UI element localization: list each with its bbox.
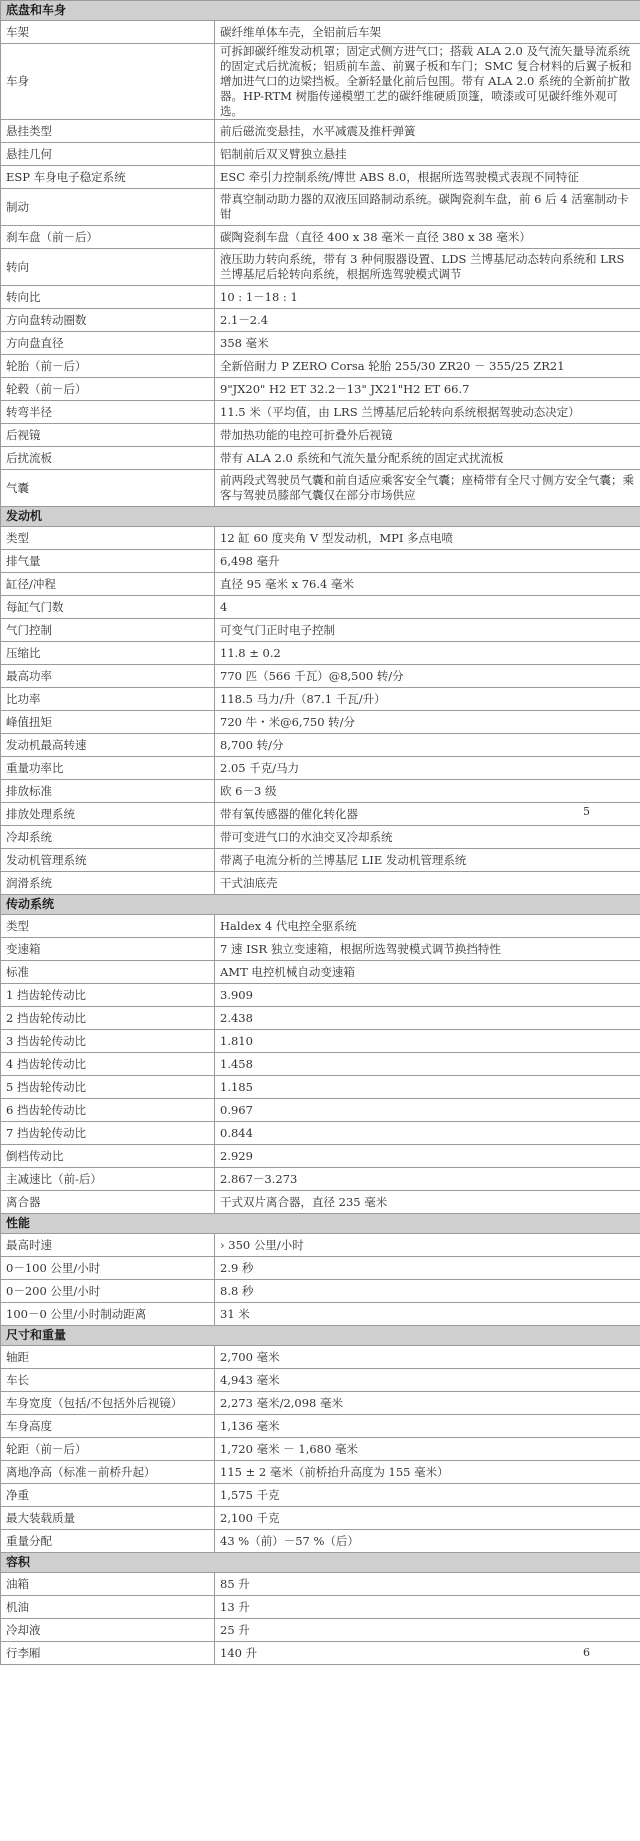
spec-value: 12 缸 60 度夹角 V 型发动机，MPI 多点电喷 bbox=[215, 527, 640, 550]
section-header bbox=[1, 1326, 640, 1346]
table-row bbox=[1, 332, 640, 355]
spec-value: 欧 6－3 级 bbox=[215, 780, 640, 803]
table-row bbox=[1, 21, 640, 44]
spec-value: 1,575 千克 bbox=[215, 1484, 640, 1507]
spec-value: 358 毫米 bbox=[215, 332, 640, 355]
table-row bbox=[1, 915, 640, 938]
spec-label: 轮毂（前－后） bbox=[1, 378, 215, 401]
spec-value: 8.8 秒 bbox=[215, 1280, 640, 1303]
spec-label: 行李厢 bbox=[1, 1642, 215, 1665]
table-row bbox=[1, 619, 640, 642]
spec-value: 43 %（前）－57 %（后） bbox=[215, 1530, 640, 1553]
spec-label: 转向 bbox=[1, 249, 215, 286]
spec-value: 1,136 毫米 bbox=[215, 1415, 640, 1438]
table-row bbox=[1, 711, 640, 734]
spec-label: 轴距 bbox=[1, 1346, 215, 1369]
table-row bbox=[1, 826, 640, 849]
spec-label: 标准 bbox=[1, 961, 215, 984]
table-row bbox=[1, 596, 640, 619]
section-header bbox=[1, 1214, 640, 1234]
spec-label: 每缸气门数 bbox=[1, 596, 215, 619]
spec-label: 排气量 bbox=[1, 550, 215, 573]
page-number: 5 bbox=[583, 805, 590, 818]
spec-value: 带有氧传感器的催化转化器 bbox=[215, 803, 640, 826]
table-row bbox=[1, 226, 640, 249]
spec-label: 0－100 公里/小时 bbox=[1, 1257, 215, 1280]
section-title: 传动系统 bbox=[1, 895, 640, 915]
spec-label: 车身宽度（包括/不包括外后视镜） bbox=[1, 1392, 215, 1415]
spec-label: 排放处理系统 bbox=[1, 803, 215, 826]
spec-label: 转向比 bbox=[1, 286, 215, 309]
spec-label: 转弯半径 bbox=[1, 401, 215, 424]
table-row bbox=[1, 1392, 640, 1415]
table-row bbox=[1, 1076, 640, 1099]
table-row bbox=[1, 401, 640, 424]
spec-value: 9"JX20" H2 ET 32.2－13" JX21"H2 ET 66.7 bbox=[215, 378, 640, 401]
spec-value: 2.1－2.4 bbox=[215, 309, 640, 332]
spec-value: 4 bbox=[215, 596, 640, 619]
spec-label: 冷却液 bbox=[1, 1619, 215, 1642]
spec-value: 带离子电流分析的兰博基尼 LIE 发动机管理系统 bbox=[215, 849, 640, 872]
spec-label: 发动机管理系统 bbox=[1, 849, 215, 872]
spec-value: 带真空制动助力器的双液压回路制动系统。碳陶瓷刹车盘，前 6 后 4 活塞制动卡钳 bbox=[215, 189, 640, 226]
spec-label: 最高时速 bbox=[1, 1234, 215, 1257]
spec-label: 气囊 bbox=[1, 470, 215, 507]
spec-label: 气门控制 bbox=[1, 619, 215, 642]
table-row bbox=[1, 424, 640, 447]
spec-value: 140 升 bbox=[215, 1642, 640, 1665]
spec-label: 2 挡齿轮传动比 bbox=[1, 1007, 215, 1030]
spec-label: 排放标准 bbox=[1, 780, 215, 803]
spec-value: 2,700 毫米 bbox=[215, 1346, 640, 1369]
spec-label: 缸径/冲程 bbox=[1, 573, 215, 596]
table-row bbox=[1, 1438, 640, 1461]
section-title: 底盘和车身 bbox=[1, 1, 640, 21]
spec-label: 车架 bbox=[1, 21, 215, 44]
table-row bbox=[1, 1303, 640, 1326]
spec-value: 6,498 毫升 bbox=[215, 550, 640, 573]
table-row bbox=[1, 1596, 640, 1619]
spec-value: 1.810 bbox=[215, 1030, 640, 1053]
spec-label: 冷却系统 bbox=[1, 826, 215, 849]
spec-value: 带有 ALA 2.0 系统和气流矢量分配系统的固定式扰流板 bbox=[215, 447, 640, 470]
spec-value: 2.867－3.273 bbox=[215, 1168, 640, 1191]
spec-value: 1.458 bbox=[215, 1053, 640, 1076]
spec-value: 液压助力转向系统，带有 3 种伺服器设置、LDS 兰博基尼动态转向系统和 LRS 兰博基尼后轮转向系统，根据所选驾驶模式调节 bbox=[215, 249, 640, 286]
spec-value: 11.5 米（平均值，由 LRS 兰博基尼后轮转向系统根据驾驶动态决定） bbox=[215, 401, 640, 424]
spec-value: 85 升 bbox=[215, 1573, 640, 1596]
table-row bbox=[1, 1030, 640, 1053]
table-row bbox=[1, 1234, 640, 1257]
spec-label: 压缩比 bbox=[1, 642, 215, 665]
spec-label: 悬挂几何 bbox=[1, 143, 215, 166]
spec-label: 类型 bbox=[1, 915, 215, 938]
spec-value: 13 升 bbox=[215, 1596, 640, 1619]
spec-label: 车身 bbox=[1, 44, 215, 120]
spec-value: 11.8 ± 0.2 bbox=[215, 642, 640, 665]
section-header bbox=[1, 507, 640, 527]
table-row bbox=[1, 872, 640, 895]
spec-label: 最大装载质量 bbox=[1, 1507, 215, 1530]
table-row bbox=[1, 166, 640, 189]
spec-value: 带加热功能的电控可折叠外后视镜 bbox=[215, 424, 640, 447]
spec-label: 4 挡齿轮传动比 bbox=[1, 1053, 215, 1076]
table-row bbox=[1, 984, 640, 1007]
spec-label: 比功率 bbox=[1, 688, 215, 711]
table-row bbox=[1, 642, 640, 665]
spec-value: 720 牛・米@6,750 转/分 bbox=[215, 711, 640, 734]
spec-value: › 350 公里/小时 bbox=[215, 1234, 640, 1257]
table-row bbox=[1, 757, 640, 780]
table-row bbox=[1, 1530, 640, 1553]
table-row bbox=[1, 1007, 640, 1030]
spec-table-body bbox=[1, 1, 640, 1665]
table-row bbox=[1, 1642, 640, 1665]
spec-value: 带可变进气口的水油交叉冷却系统 bbox=[215, 826, 640, 849]
spec-label: 润滑系统 bbox=[1, 872, 215, 895]
spec-value: 115 ± 2 毫米（前桥抬升高度为 155 毫米） bbox=[215, 1461, 640, 1484]
table-row bbox=[1, 1168, 640, 1191]
table-row bbox=[1, 938, 640, 961]
table-row bbox=[1, 1619, 640, 1642]
spec-label: 0－200 公里/小时 bbox=[1, 1280, 215, 1303]
spec-value: 2.9 秒 bbox=[215, 1257, 640, 1280]
spec-value: 8,700 转/分 bbox=[215, 734, 640, 757]
spec-label: 机油 bbox=[1, 1596, 215, 1619]
table-row bbox=[1, 780, 640, 803]
table-row bbox=[1, 1122, 640, 1145]
table-row bbox=[1, 1369, 640, 1392]
spec-label: 离地净高（标准－前桥升起） bbox=[1, 1461, 215, 1484]
table-row bbox=[1, 378, 640, 401]
spec-label: 1 挡齿轮传动比 bbox=[1, 984, 215, 1007]
spec-label: 后视镜 bbox=[1, 424, 215, 447]
spec-value: 770 匹（566 千瓦）@8,500 转/分 bbox=[215, 665, 640, 688]
spec-value: 前两段式驾驶员气囊和前自适应乘客安全气囊；座椅带有全尺寸侧方安全气囊；乘客与驾驶员膝部气囊仅在部分市场供应 bbox=[215, 470, 640, 507]
spec-label: 制动 bbox=[1, 189, 215, 226]
spec-value: 31 米 bbox=[215, 1303, 640, 1326]
spec-label: 主减速比（前-后） bbox=[1, 1168, 215, 1191]
spec-value: 干式双片离合器，直径 235 毫米 bbox=[215, 1191, 640, 1214]
section-header bbox=[1, 895, 640, 915]
spec-value: 铝制前后双叉臂独立悬挂 bbox=[215, 143, 640, 166]
spec-value: 1.185 bbox=[215, 1076, 640, 1099]
spec-value: AMT 电控机械自动变速箱 bbox=[215, 961, 640, 984]
spec-value: 前后磁流变悬挂，水平减震及推杆弹簧 bbox=[215, 120, 640, 143]
spec-value: 2.438 bbox=[215, 1007, 640, 1030]
table-row bbox=[1, 1099, 640, 1122]
spec-label: 3 挡齿轮传动比 bbox=[1, 1030, 215, 1053]
spec-label: 方向盘直径 bbox=[1, 332, 215, 355]
spec-value: 118.5 马力/升（87.1 千瓦/升） bbox=[215, 688, 640, 711]
table-row bbox=[1, 470, 640, 507]
spec-value: 2,100 千克 bbox=[215, 1507, 640, 1530]
spec-value: 直径 95 毫米 x 76.4 毫米 bbox=[215, 573, 640, 596]
section-header bbox=[1, 1553, 640, 1573]
table-row bbox=[1, 309, 640, 332]
spec-label: 变速箱 bbox=[1, 938, 215, 961]
spec-label: 油箱 bbox=[1, 1573, 215, 1596]
table-row bbox=[1, 1191, 640, 1214]
spec-value: 碳陶瓷刹车盘（直径 400 x 38 毫米－直径 380 x 38 毫米） bbox=[215, 226, 640, 249]
table-row bbox=[1, 1573, 640, 1596]
spec-label: 峰值扭矩 bbox=[1, 711, 215, 734]
spec-label: 最高功率 bbox=[1, 665, 215, 688]
spec-value: 0.844 bbox=[215, 1122, 640, 1145]
table-row bbox=[1, 1053, 640, 1076]
spec-value: 可变气门正时电子控制 bbox=[215, 619, 640, 642]
table-row bbox=[1, 961, 640, 984]
table-row bbox=[1, 573, 640, 596]
spec-label: 悬挂类型 bbox=[1, 120, 215, 143]
spec-value: 可拆卸碳纤维发动机罩；固定式侧方进气口；搭载 ALA 2.0 及气流矢量导流系统的固定式后扰流板；铝质前车盖、前翼子板和车门；SMC 复合材料的后翼子板和增加进气口的边梁挡板。全新轻量化前后包围。带有 ALA 2.0 系统的全新前扩散器。HP-RTM 树脂传递模塑工艺的碳纤维硬质顶篷，喷漆或可见碳纤维外观可选。 bbox=[215, 44, 640, 120]
spec-label: 净重 bbox=[1, 1484, 215, 1507]
spec-label: 重量分配 bbox=[1, 1530, 215, 1553]
spec-value: 7 速 ISR 独立变速箱，根据所选驾驶模式调节换挡特性 bbox=[215, 938, 640, 961]
spec-value: 碳纤维单体车壳，全铝前后车架 bbox=[215, 21, 640, 44]
table-row bbox=[1, 249, 640, 286]
table-row bbox=[1, 44, 640, 120]
spec-label: 类型 bbox=[1, 527, 215, 550]
spec-label: 方向盘转动圈数 bbox=[1, 309, 215, 332]
table-row bbox=[1, 355, 640, 378]
section-title: 容积 bbox=[1, 1553, 640, 1573]
spec-value: 全新倍耐力 P ZERO Corsa 轮胎 255/30 ZR20 － 355/25 ZR21 bbox=[215, 355, 640, 378]
spec-label: 7 挡齿轮传动比 bbox=[1, 1122, 215, 1145]
table-row bbox=[1, 120, 640, 143]
table-row bbox=[1, 1280, 640, 1303]
spec-value: 干式油底壳 bbox=[215, 872, 640, 895]
table-row bbox=[1, 143, 640, 166]
table-row bbox=[1, 1484, 640, 1507]
spec-value: 25 升 bbox=[215, 1619, 640, 1642]
table-row bbox=[1, 849, 640, 872]
table-row bbox=[1, 1507, 640, 1530]
spec-label: 轮距（前－后） bbox=[1, 1438, 215, 1461]
spec-value: ESC 牵引力控制系统/博世 ABS 8.0，根据所选驾驶模式表现不同特征 bbox=[215, 166, 640, 189]
table-row bbox=[1, 1257, 640, 1280]
table-row bbox=[1, 1461, 640, 1484]
spec-label: 离合器 bbox=[1, 1191, 215, 1214]
spec-label: 车身高度 bbox=[1, 1415, 215, 1438]
spec-label: 重量功率比 bbox=[1, 757, 215, 780]
table-row bbox=[1, 286, 640, 309]
spec-label: 刹车盘（前－后） bbox=[1, 226, 215, 249]
spec-value: 2.05 千克/马力 bbox=[215, 757, 640, 780]
table-row bbox=[1, 550, 640, 573]
spec-label: ESP 车身电子稳定系统 bbox=[1, 166, 215, 189]
spec-label: 轮胎（前－后） bbox=[1, 355, 215, 378]
spec-value: Haldex 4 代电控全驱系统 bbox=[215, 915, 640, 938]
section-header bbox=[1, 1, 640, 21]
spec-value: 0.967 bbox=[215, 1099, 640, 1122]
table-row bbox=[1, 688, 640, 711]
table-row bbox=[1, 1346, 640, 1369]
table-row bbox=[1, 1415, 640, 1438]
spec-value: 2.929 bbox=[215, 1145, 640, 1168]
spec-value: 3.909 bbox=[215, 984, 640, 1007]
spec-label: 100－0 公里/小时制动距离 bbox=[1, 1303, 215, 1326]
table-row bbox=[1, 734, 640, 757]
spec-value: 1,720 毫米 － 1,680 毫米 bbox=[215, 1438, 640, 1461]
section-title: 尺寸和重量 bbox=[1, 1326, 640, 1346]
table-row bbox=[1, 803, 640, 826]
spec-value: 4,943 毫米 bbox=[215, 1369, 640, 1392]
section-title: 发动机 bbox=[1, 507, 640, 527]
spec-label: 6 挡齿轮传动比 bbox=[1, 1099, 215, 1122]
spec-value: 10 : 1－18 : 1 bbox=[215, 286, 640, 309]
table-row bbox=[1, 527, 640, 550]
spec-label: 后扰流板 bbox=[1, 447, 215, 470]
spec-label: 车长 bbox=[1, 1369, 215, 1392]
spec-value: 2,273 毫米/2,098 毫米 bbox=[215, 1392, 640, 1415]
page-number: 6 bbox=[583, 1646, 590, 1659]
table-row bbox=[1, 189, 640, 226]
table-row bbox=[1, 447, 640, 470]
spec-label: 发动机最高转速 bbox=[1, 734, 215, 757]
table-row bbox=[1, 665, 640, 688]
table-row bbox=[1, 1145, 640, 1168]
section-title: 性能 bbox=[1, 1214, 640, 1234]
spec-label: 5 挡齿轮传动比 bbox=[1, 1076, 215, 1099]
spec-label: 倒档传动比 bbox=[1, 1145, 215, 1168]
